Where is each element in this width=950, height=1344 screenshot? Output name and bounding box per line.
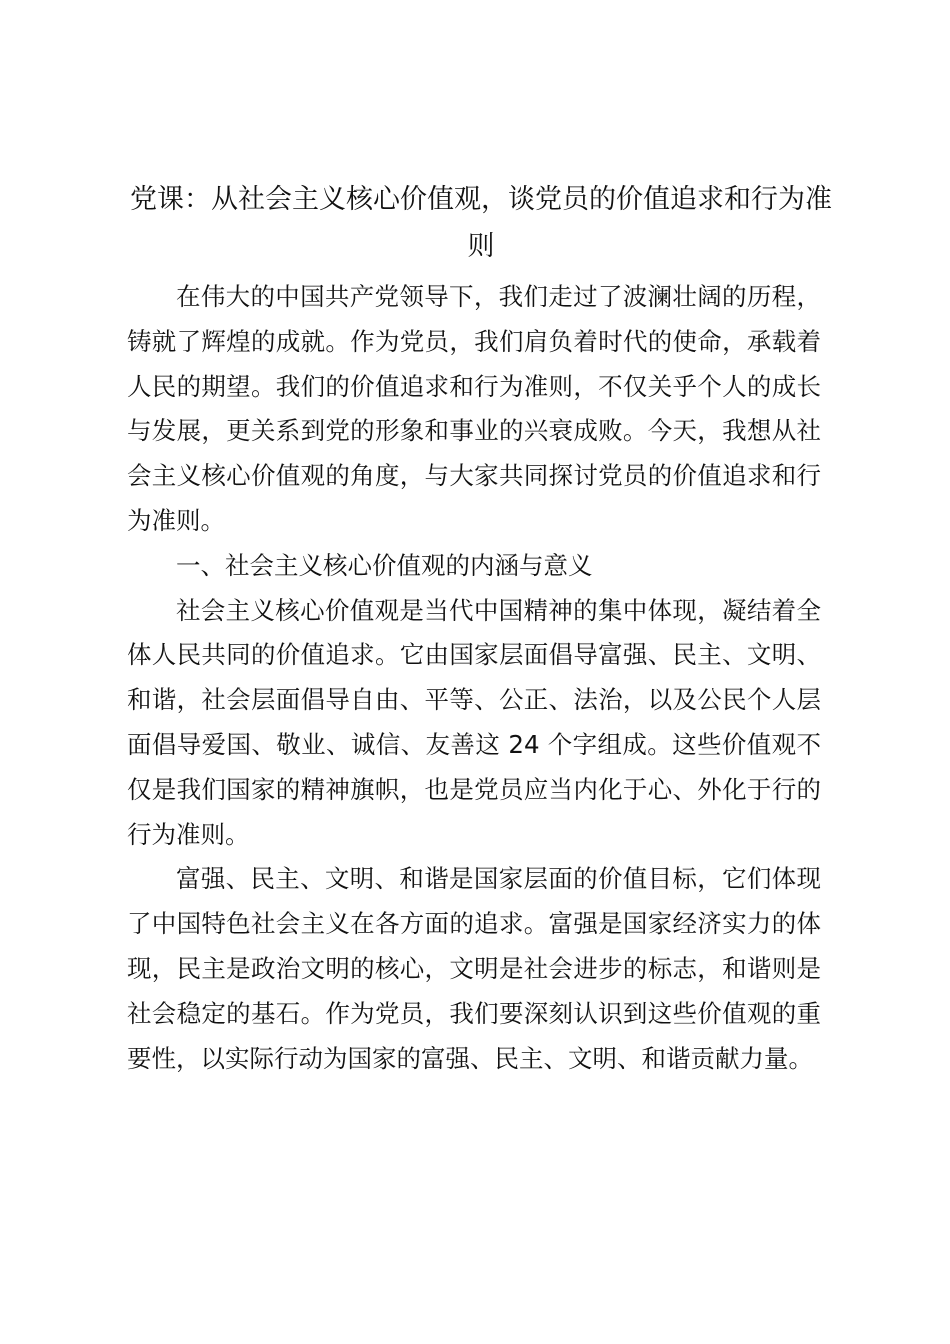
national-values-paragraph: 富强、民主、文明、和谐是国家层面的价值目标，它们体现了中国特色社会主义在各方面的追求。富强是国家经济实力的体现，民主是政治文明的核心，文明是社会进步的标志，和谐则是社会稳定的基石。作为党员，我们要深刻认识到这些价值观的重要性，以实际行动为国家的富强、民主、文明、和谐贡献力量。 [127, 864, 821, 1073]
section-heading-1: 一、社会主义核心价值观的内涵与意义 [176, 550, 593, 580]
document-body [127, 275, 821, 1081]
core-values-paragraph: 社会主义核心价值观是当代中国精神的集中体现，凝结着全体人民共同的价值追求。它由国家层面倡导富强、民主、文明、和谐，社会层面倡导自由、平等、公正、法治，以及公民个人层面倡导爱国、敬业、诚信、友善这 24 个字组成。这些价值观不仅是我们国家的精神旗帜，也是党员应当内化于心、外化于行的行为准则。 [127, 595, 821, 849]
intro-paragraph: 在伟大的中国共产党领导下，我们走过了波澜壮阔的历程，铸就了辉煌的成就。作为党员，我们肩负着时代的使命，承载着人民的期望。我们的价值追求和行为准则，不仅关乎个人的成长与发展，更关系到党的形象和事业的兴衰成败。今天，我想从社会主义核心价值观的角度，与大家共同探讨党员的价值追求和行为准则。 [127, 282, 821, 535]
document-title: 党课：从社会主义核心价值观，谈党员的价值追求和行为准则 [130, 184, 832, 262]
